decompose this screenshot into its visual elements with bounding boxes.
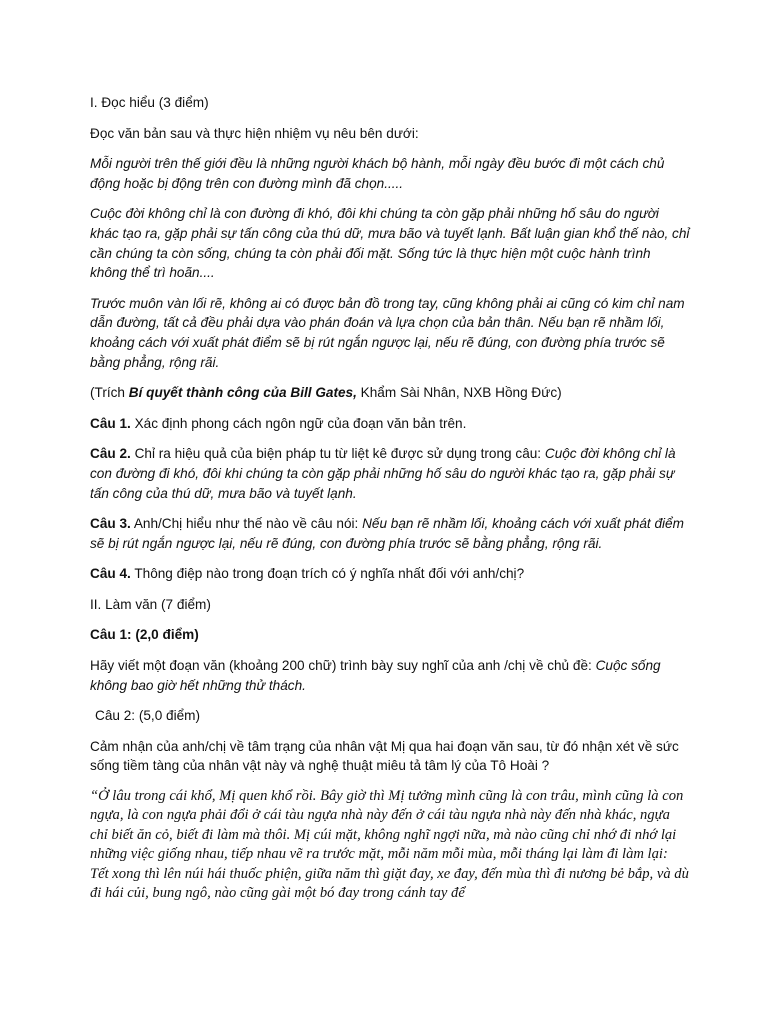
question-4-text: Thông điệp nào trong đoạn trích có ý nghĩa nhất đối với anh/chị? <box>130 566 525 582</box>
source-suffix: Khẩm Sài Nhân, NXB Hồng Đức) <box>356 385 562 401</box>
writing-question-1 <box>90 656 690 695</box>
passage-paragraph-2: Cuộc đời không chỉ là con đường đi khó, đôi khi chúng ta còn gặp phải những hố sâu do người khác tạo ra, gặp phải sự tấn công của thú dữ, mưa bão và tuyết lạnh. Bất luận gian khổ thế nào, chỉ cần chúng ta còn sống, chúng ta còn phải đối mặt. Sống tức là thực hiện một cuộc hành trình không thể trì hoãn.... <box>90 206 690 281</box>
passage-paragraph-1: Mỗi người trên thế giới đều là những người khách bộ hành, mỗi ngày đều bước đi một cách chủ động hoặc bị động trên con đường mình đã chọn..... <box>90 156 665 191</box>
source-prefix: (Trích <box>90 385 129 401</box>
question-2-label: Câu 2. <box>90 446 131 462</box>
passage-source <box>90 383 690 403</box>
document-body <box>90 93 690 914</box>
question-3 <box>90 514 690 553</box>
question-3-label: Câu 3. <box>90 516 131 532</box>
writing-question-1-topic: Cuộc sống không bao giờ hết những thử thách. <box>90 658 661 693</box>
question-2-text: Chỉ ra hiệu quả của biện pháp tu từ liệt kê được sử dụng trong câu: <box>130 446 545 462</box>
question-2 <box>90 444 690 503</box>
question-1-text: Xác định phong cách ngôn ngữ của đoạn văn bản trên. <box>130 415 467 431</box>
writing-question-2-text: Cảm nhận của anh/chị về tâm trạng của nhân vật Mị qua hai đoạn văn sau, từ đó nhận xét về sức sống tiềm tàng của nhân vật này và nghệ thuật miêu tả tâm lý của Tô Hoài ? <box>90 738 679 774</box>
literary-excerpt: “Ở lâu trong cái khổ, Mị quen khổ rồi. Bây giờ thì Mị tưởng mình cũng là con trâu, mình cũng là con ngựa, là con ngựa phải đổi ở cái tàu ngựa nhà này đến ở cái tàu ngựa nhà này đến nhà khác, ngựa chỉ biết ăn cỏ, biết đi làm mà thôi. Mị cúi mặt, không nghĩ ngợi nữa, mà nào cũng chỉ nhớ đi nhớ lại những việc giống nhau, tiếp nhau vẽ ra trước mặt, mỗi năm mỗi mùa, mỗi tháng lại làm đi làm lại: Tết xong thì lên núi hái thuốc phiện, giữa năm thì giặt đay, xe đay, đến mùa thì đi nương bẻ bắp, và dù đi hái củi, bung ngô, nào cũng gài một bó đay trong cánh tay để <box>90 788 689 902</box>
section-heading-writing: II. Làm văn (7 điểm) <box>90 596 211 612</box>
question-1 <box>90 414 690 434</box>
question-3-quote: Nếu bạn rẽ nhầm lối, khoảng cách với xuất phát điểm sẽ bị rút ngắn ngược lại, nếu rẽ đúng, con đường phía trước sẽ bằng phẳng, rộng rãi. <box>90 516 684 551</box>
writing-question-1-text: Hãy viết một đoạn văn (khoảng 200 chữ) trình bày suy nghĩ của anh /chị về chủ đề: <box>90 658 596 674</box>
question-3-text: Anh/Chị hiểu như thế nào về câu nói: <box>130 516 363 532</box>
reading-instruction: Đọc văn bản sau và thực hiện nhiệm vụ nêu bên dưới: <box>90 125 419 141</box>
writing-question-1-label: Câu 1: (2,0 điểm) <box>90 627 199 643</box>
question-2-quote: Cuộc đời không chỉ là con đường đi khó, đôi khi chúng ta còn gặp phải những hố sâu do người khác tạo ra, gặp phải sự tấn công của thú dữ, mưa bão và tuyết lạnh. <box>90 446 676 501</box>
question-4 <box>90 564 690 584</box>
writing-question-2-label: Câu 2: (5,0 điểm) <box>95 708 201 724</box>
section-heading-reading: I. Đọc hiểu (3 điểm) <box>90 95 209 110</box>
question-4-label: Câu 4. <box>90 566 131 582</box>
question-1-label: Câu 1. <box>90 415 131 431</box>
source-book-title: Bí quyết thành công của Bill Gates, <box>128 385 357 401</box>
passage-paragraph-3: Trước muôn vàn lối rẽ, không ai có được bản đồ trong tay, cũng không phải ai cũng có kim chỉ nam dẫn đường, tất cả đều phải dựa vào phán đoán và lựa chọn của bản thân. Nếu bạn rẽ nhầm lối, khoảng cách với xuất phát điểm sẽ bị rút ngắn ngược lại, nếu rẽ đúng, con đường phía trước sẽ bằng phẳng, rộng rãi. <box>90 295 685 370</box>
